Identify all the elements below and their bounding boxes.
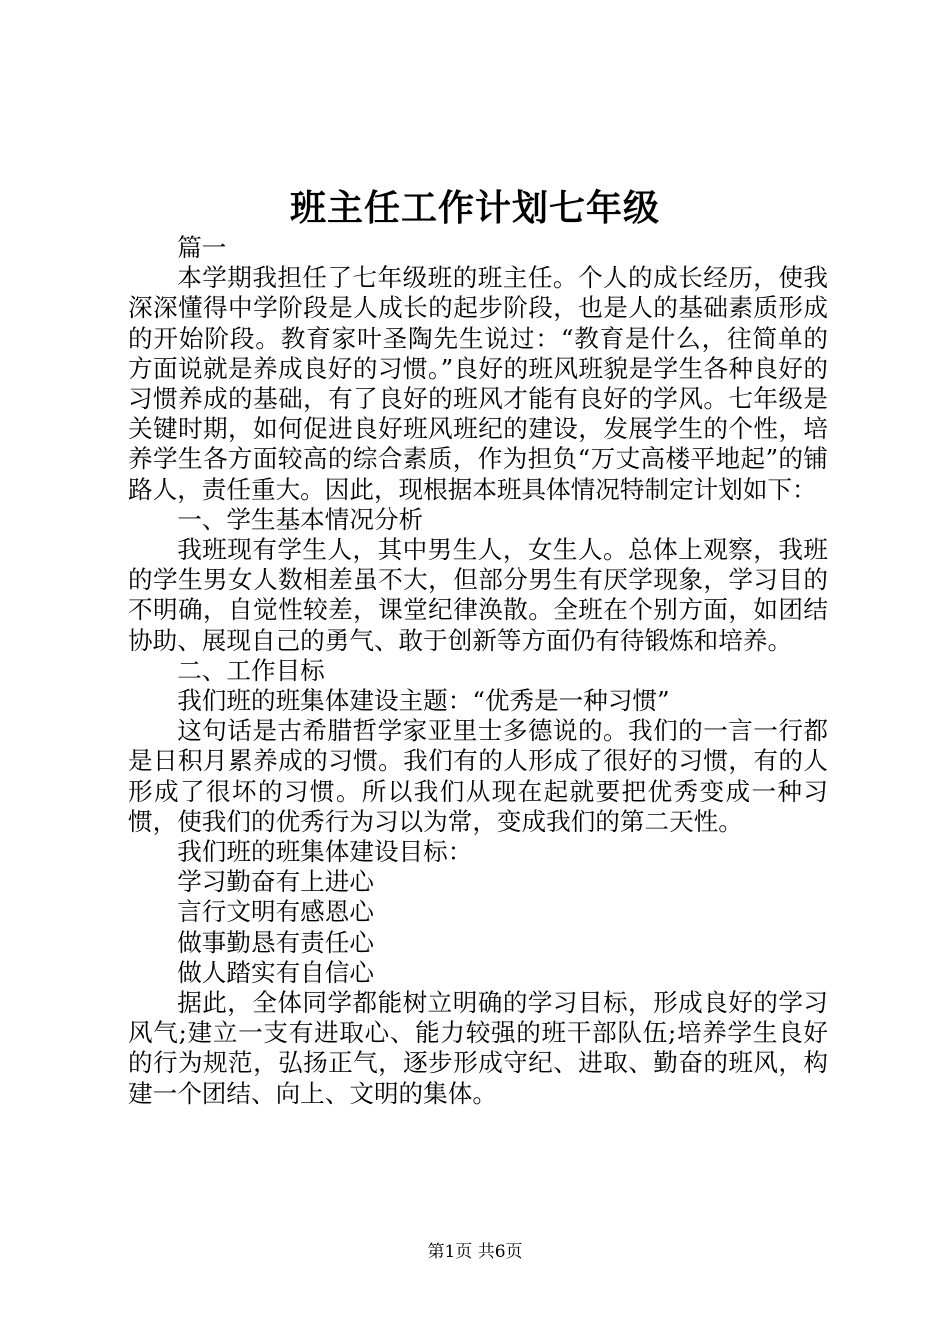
goal-line-3: 做事勤恳有责任心 xyxy=(177,927,374,957)
goal-line-2: 言行文明有感恩心 xyxy=(177,897,374,927)
section-label-part-one: 篇一 xyxy=(177,233,227,262)
document-title: 班主任工作计划七年级 xyxy=(289,187,660,229)
class-goals-heading: 我们班的班集体建设目标： xyxy=(177,837,473,867)
heading-student-analysis: 一、学生基本情况分析 xyxy=(177,504,424,534)
conclusion-paragraph: 据此，全体同学都能树立明确的学习目标，形成良好的学习风气;建立一支有进取心、能力较强的班干部队伍;培养学生良好的行为规范，弘扬正气，逐步形成守纪、进取、勤奋的班风，构建一个团结、向上、文明的集体。 xyxy=(128,988,828,1108)
theme-explanation-paragraph: 这句话是古希腊哲学家亚里士多德说的。我们的一言一行都是日积月累养成的习惯。我们有的人形成了很好的习惯，有的人形成了很坏的习惯。所以我们从现在起就要把优秀变成一种习惯，使我们的优秀行为习以为常，变成我们的第二天性。 xyxy=(128,716,828,836)
page-footer: 第1页 共6页 xyxy=(427,1242,523,1262)
student-analysis-paragraph: 我班现有学生人，其中男生人，女生人。总体上观察，我班的学生男女人数相差虽不大，但部分男生有厌学现象，学习目的不明确，自觉性较差，课堂纪律涣散。全班在个别方面，如团结协助、展现自己的勇气、敢于创新等方面仍有待锻炼和培养。 xyxy=(128,535,828,655)
document-body xyxy=(128,233,828,1109)
class-theme-line: 我们班的班集体建设主题：“优秀是一种习惯” xyxy=(177,686,670,716)
intro-paragraph: 本学期我担任了七年级班的班主任。个人的成长经历，使我深深懂得中学阶段是人成长的起步阶段，也是人的基础素质形成的开始阶段。教育家叶圣陶先生说过：“教育是什么，往简单的方面说就是养成良好的习惯。”良好的班风班貌是学生各种良好的习惯养成的基础，有了良好的班风才能有良好的学风。七年级是关键时期，如何促进良好班风班纪的建设，发展学生的个性，培养学生各方面较高的综合素质，作为担负“万丈高楼平地起”的铺路人，责任重大。因此，现根据本班具体情况特制定计划如下： xyxy=(128,263,828,504)
goal-line-1: 学习勤奋有上进心 xyxy=(177,867,374,897)
heading-work-goals: 二、工作目标 xyxy=(177,655,325,685)
goal-line-4: 做人踏实有自信心 xyxy=(177,957,374,987)
